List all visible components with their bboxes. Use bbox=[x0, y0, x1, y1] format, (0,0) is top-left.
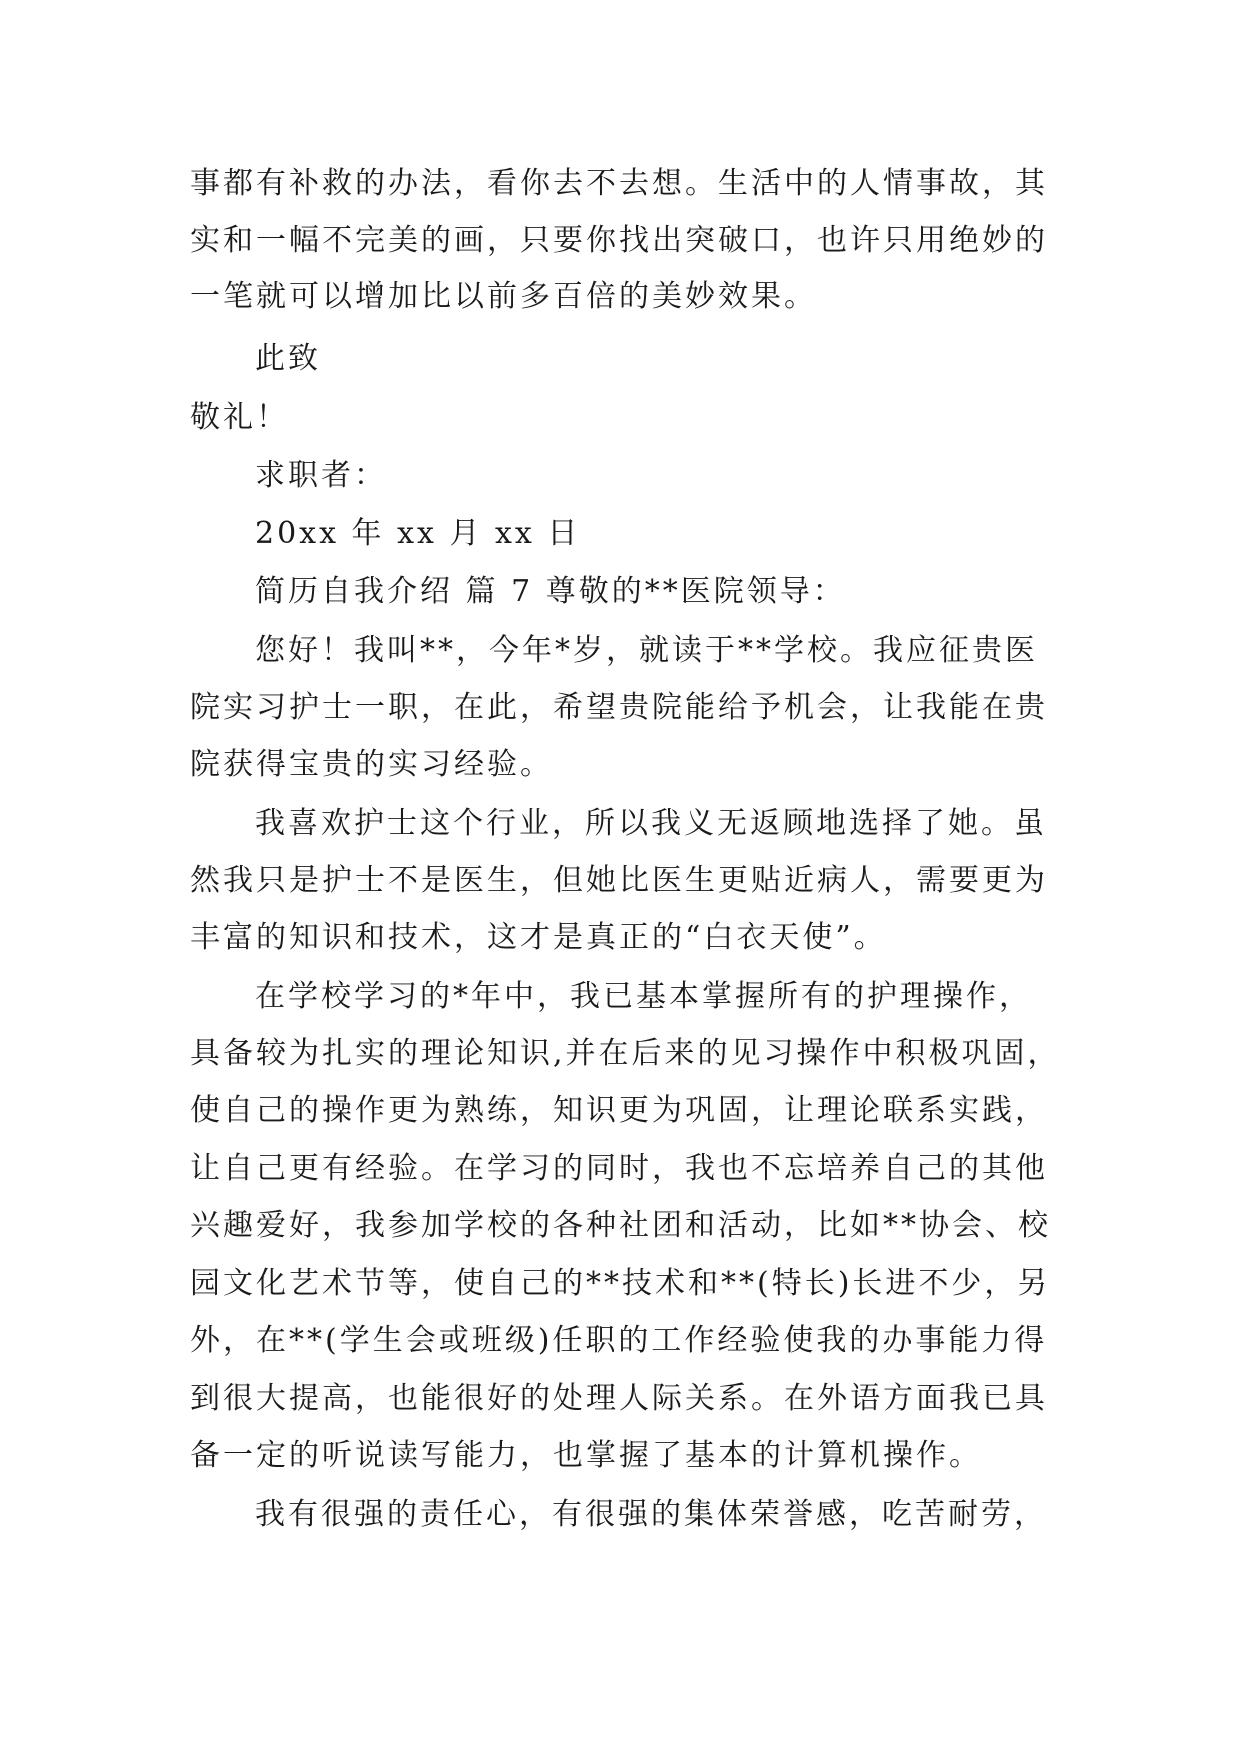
text-line: 园文化艺术节等，使自己的**技术和**(特长)长进不少，另 bbox=[190, 1266, 1051, 1301]
date-line: 20xx 年 xx 月 xx 日 bbox=[255, 516, 581, 551]
text-line: 丰富的知识和技术，这才是真正的“白衣天使”。 bbox=[190, 920, 887, 955]
paragraph-start: 我有很强的责任心，有很强的集体荣誉感，吃苦耐劳， bbox=[255, 1497, 1047, 1532]
closing-salutation: 此致 bbox=[255, 341, 321, 376]
text-line: 兴趣爱好，我参加学校的各种社团和活动，比如**协会、校 bbox=[190, 1208, 1051, 1243]
section-heading: 简历自我介绍 篇 7 尊敬的**医院领导： bbox=[255, 574, 846, 609]
text-line: 让自己更有经验。在学习的同时，我也不忘培养自己的其他 bbox=[190, 1151, 1048, 1186]
signature-label: 求职者： bbox=[255, 458, 387, 493]
text-line: 一笔就可以增加比以前多百倍的美妙效果。 bbox=[190, 279, 817, 314]
text-line: 备一定的听说读写能力，也掌握了基本的计算机操作。 bbox=[190, 1438, 982, 1473]
text-line: 院获得宝贵的实习经验。 bbox=[190, 747, 553, 782]
text-line: 使自己的操作更为熟练，知识更为巩固，让理论联系实践， bbox=[190, 1093, 1048, 1128]
text-line: 然我只是护士不是医生，但她比医生更贴近病人，需要更为 bbox=[190, 863, 1048, 898]
text-line: 到很大提高，也能很好的处理人际关系。在外语方面我已具 bbox=[190, 1381, 1048, 1416]
paragraph-start: 我喜欢护士这个行业，所以我义无返顾地选择了她。虽 bbox=[255, 806, 1047, 841]
text-line: 外，在**(学生会或班级)任职的工作经验使我的办事能力得 bbox=[190, 1323, 1048, 1358]
closing-regards: 敬礼！ bbox=[190, 400, 289, 435]
text-line: 实和一幅不完美的画，只要你找出突破口，也许只用绝妙的 bbox=[190, 223, 1048, 258]
paragraph-start: 您好！我叫**，今年*岁，就读于**学校。我应征贵医 bbox=[255, 633, 1038, 668]
text-line: 具备较为扎实的理论知识,并在后来的见习操作中积极巩固， bbox=[190, 1036, 1061, 1071]
text-line: 事都有补救的办法，看你去不去想。生活中的人情事故，其 bbox=[190, 166, 1048, 201]
text-line: 院实习护士一职，在此，希望贵院能给予机会，让我能在贵 bbox=[190, 690, 1048, 725]
paragraph-start: 在学校学习的*年中，我已基本掌握所有的护理操作， bbox=[255, 979, 1032, 1014]
